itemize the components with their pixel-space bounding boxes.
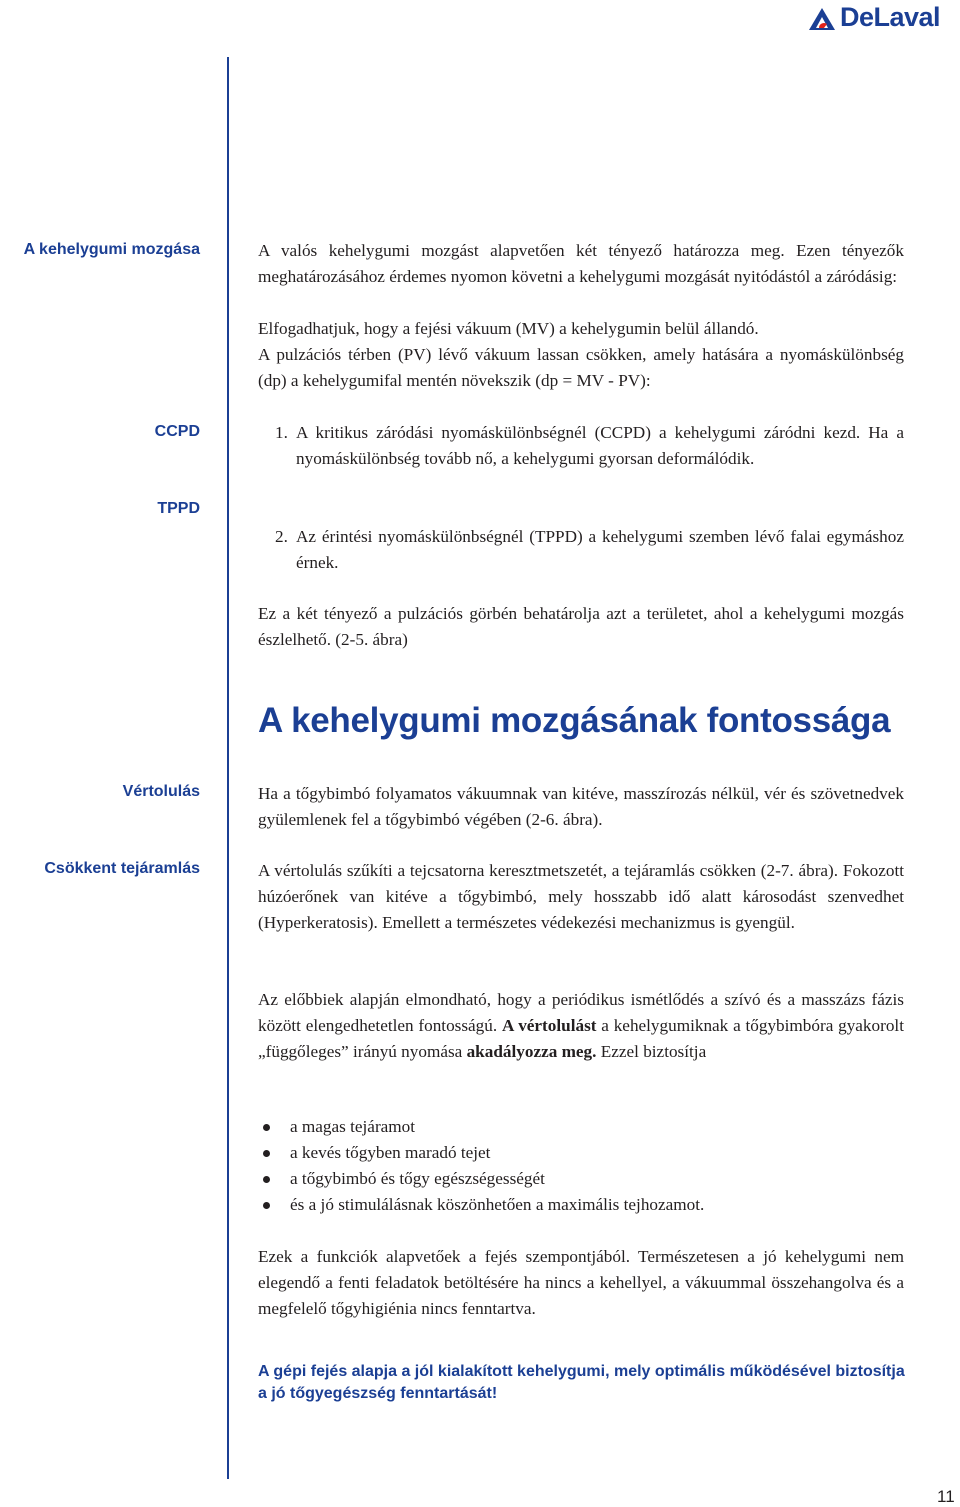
list-item-text: és a jó stimulálásnak köszönhetően a maximális tejhozamot. — [290, 1195, 705, 1214]
list-number-1: 1. — [275, 423, 288, 442]
bullet-icon — [263, 1124, 270, 1131]
conclusion-text-2: a kehelygumiknak a tőgybimbóra gyakorolt „függőleges” irányú nyomása — [258, 1016, 904, 1061]
conclusion-bold-2: akadályozza meg. — [466, 1042, 597, 1061]
margin-note-tppd: TPPD — [157, 500, 200, 517]
list-item-tppd: Az érintési nyomáskülönbségnél (TPPD) a kehelygumi szemben lévő falai egymáshoz érnek. — [296, 527, 904, 572]
list-item-text: a kevés tőgyben maradó tejet — [290, 1143, 491, 1162]
section-title: A kehelygumi mozgásának fontossága — [258, 701, 891, 740]
list-item-text: a magas tejáramot — [290, 1117, 416, 1136]
delaval-logo-icon — [807, 4, 837, 34]
conclusion-text-1: Az előbbiek alapján elmondható, hogy a periódikus ismétlődés a szívó és a masszázs fázis között elengedhetetlen fontosságú. — [258, 990, 904, 1035]
bullet-icon — [263, 1176, 270, 1183]
conclusion-text-3: Ezzel biztosítja — [596, 1042, 707, 1061]
functions-paragraph: Ezek a funkciók alapvetőek a fejés szempontjából. Természetesen a jó kehelygumi nem elegendő a fenti feladatok betöltésére ha nincs a kehellyel, a vákuummal összehangolva és a megfelelő tőgyhigiénia nincs fenntartva. — [258, 1247, 904, 1318]
conclusion-paragraph — [258, 987, 904, 1065]
list-item — [258, 1166, 704, 1192]
page-number: 11 — [937, 1487, 955, 1506]
flow-paragraph: A vértolulás szűkíti a tejcsatorna keresztmetszetét, a tejáramlás csökken (2-7. ábra). Fokozott húzóerőnek van kitéve a tőgybimbó, mely hosszabb idő alatt károsodást szenvedhet (Hyperkeratosis). Emellett a természetes védekezési mechanizmus is gyengül. — [258, 861, 904, 932]
margin-note-movement: A kehelygumi mozgása — [23, 241, 200, 258]
bullet-icon — [263, 1202, 270, 1209]
list-item-text: a tőgybimbó és tőgy egészségességét — [290, 1169, 545, 1188]
highlight-note: A gépi fejés alapja a jól kialakított kehelygumi, mely optimális működésével biztosítja a jó tőgyegészség fenntartását! — [258, 1363, 905, 1402]
intro-mv-paragraph: Elfogadhatjuk, hogy a fejési vákuum (MV) a kehelygumin belül állandó. — [258, 319, 759, 338]
conclusion-bold-1: A vértolulást — [501, 1016, 597, 1035]
summary-paragraph: Ez a két tényező a pulzációs görbén behatárolja azt a területet, ahol a kehelygumi mozgás észlelhető. (2-5. ábra) — [258, 604, 904, 649]
list-item-ccpd: A kritikus záródási nyomáskülönbségnél (CCPD) a kehelygumi záródni kezd. Ha a nyomáskülönbség tovább nő, a kehelygumi gyorsan deformálódik. — [296, 423, 904, 468]
delaval-logo — [805, 3, 960, 35]
list-number-2: 2. — [275, 527, 288, 546]
intro-paragraph: A valós kehelygumi mozgást alapvetően két tényező határozza meg. Ezen tényezők meghatározásához érdemes nyomon követni a kehelygumi mozgását nyitódástól a záródásig: — [258, 241, 904, 286]
vertical-divider — [227, 57, 229, 1479]
brand-name: DeLaval — [840, 2, 941, 32]
bullet-icon — [263, 1150, 270, 1157]
list-item — [258, 1140, 704, 1166]
list-item — [258, 1192, 704, 1218]
blood-paragraph: Ha a tőgybimbó folyamatos vákuumnak van kitéve, masszírozás nélkül, vér és szövetnedvek gyülemlenek fel a tőgybimbó végében (2-6. ábra). — [258, 784, 904, 829]
benefit-list — [258, 1114, 704, 1218]
margin-note-blood: Vértolulás — [122, 783, 200, 800]
intro-pv-paragraph: A pulzációs térben (PV) lévő vákuum lassan csökken, amely hatására a nyomáskülönbség (dp) a kehelygumifal mentén növekszik (dp = MV - PV): — [258, 345, 904, 390]
margin-note-reduced-flow: Csökkent tejáramlás — [44, 860, 200, 877]
list-item — [258, 1114, 704, 1140]
margin-note-ccpd: CCPD — [154, 423, 200, 440]
